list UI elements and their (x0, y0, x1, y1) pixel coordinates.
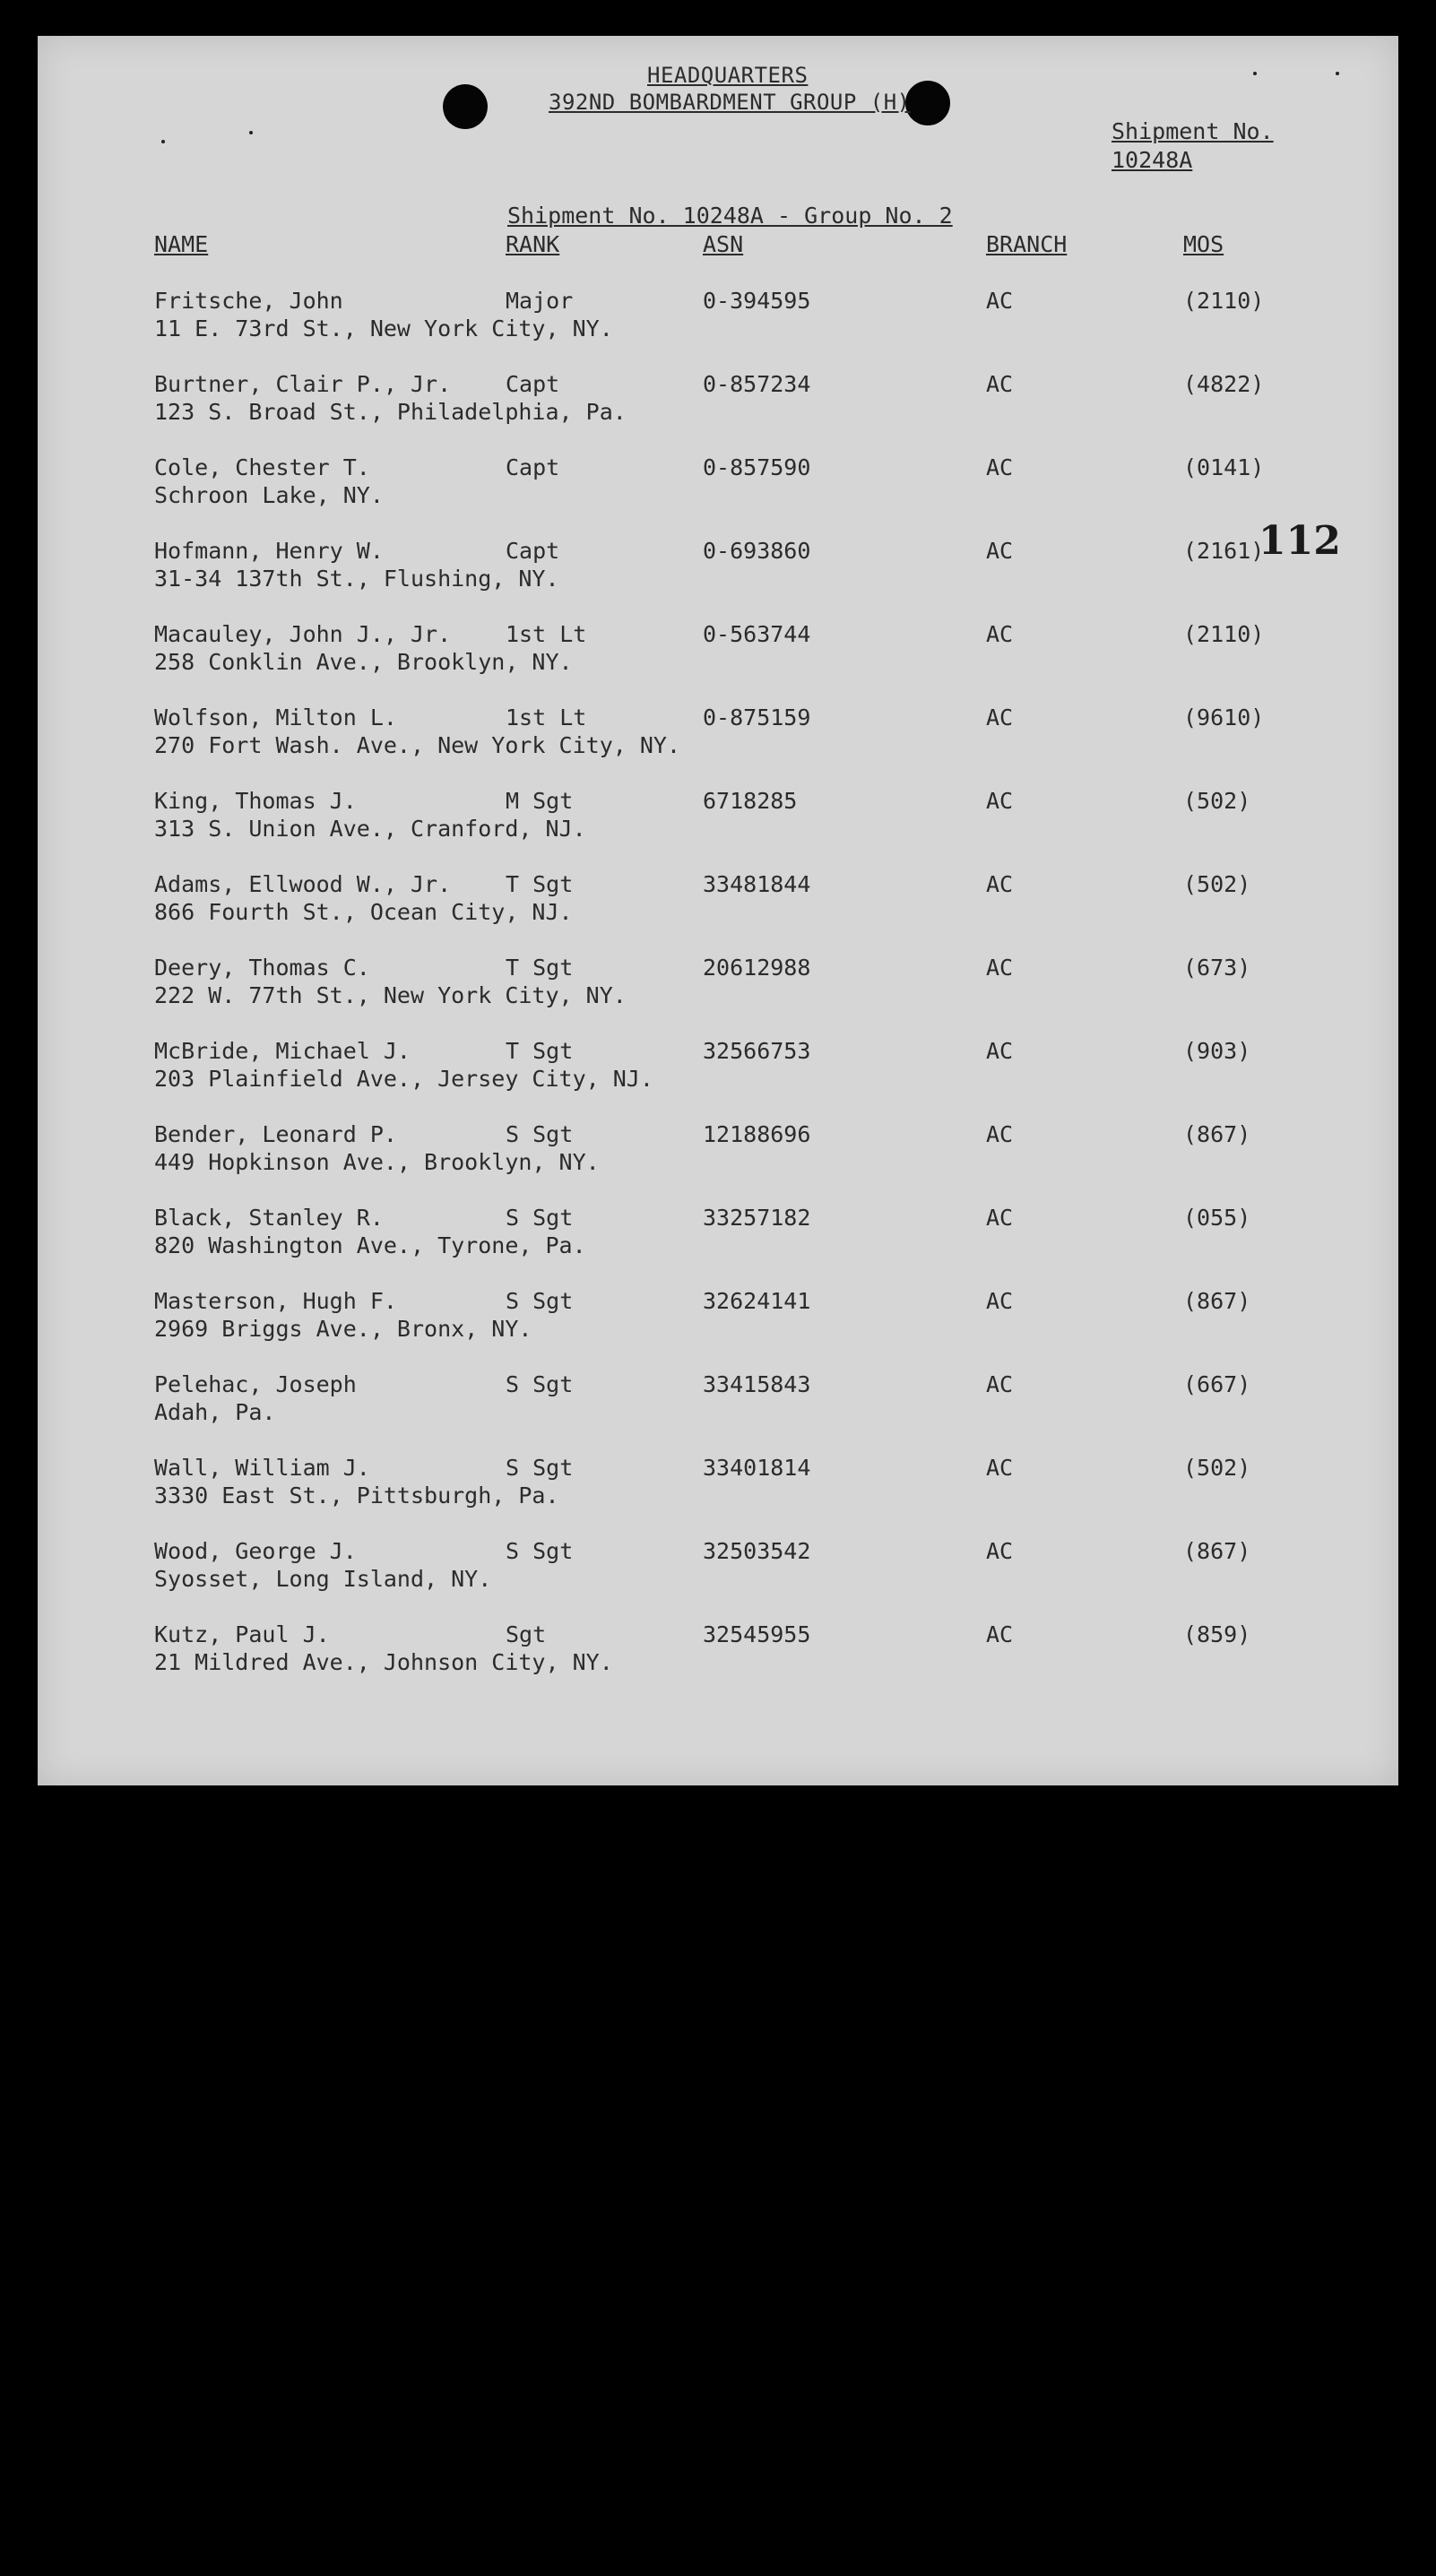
shipment-group-title: Shipment No. 10248A - Group No. 2 (507, 203, 953, 229)
roster-row (38, 1204, 1398, 1287)
person-asn: 0-693860 (703, 538, 811, 564)
headquarters-title: HEADQUARTERS (647, 63, 809, 88)
person-asn: 0-875159 (703, 705, 811, 730)
person-branch: AC (986, 1038, 1014, 1064)
person-mos: (867) (1183, 1288, 1251, 1314)
person-rank: 1st Lt (506, 621, 587, 647)
column-header-name: NAME (154, 231, 209, 257)
person-branch: AC (986, 1121, 1014, 1147)
person-rank: 1st Lt (506, 705, 587, 730)
person-name: Macauley, John J., Jr. (154, 621, 452, 647)
person-rank: S Sgt (506, 1121, 574, 1147)
person-branch: AC (986, 788, 1014, 814)
person-name: Adams, Ellwood W., Jr. (154, 871, 452, 897)
person-mos: (2110) (1183, 621, 1265, 647)
person-address: 11 E. 73rd St., New York City, NY. (154, 316, 613, 341)
group-title: 392ND BOMBARDMENT GROUP (H) (549, 90, 911, 115)
roster-row (38, 1370, 1398, 1454)
person-rank: T Sgt (506, 1038, 574, 1064)
person-name: Wall, William J. (154, 1455, 370, 1481)
person-address: 820 Washington Ave., Tyrone, Pa. (154, 1232, 586, 1258)
person-branch: AC (986, 871, 1014, 897)
punch-hole-right (905, 81, 950, 125)
person-rank: T Sgt (506, 871, 574, 897)
speck (249, 131, 253, 134)
person-mos: (0141) (1183, 454, 1265, 480)
person-mos: (9610) (1183, 705, 1265, 730)
person-address: Syosset, Long Island, NY. (154, 1566, 492, 1592)
roster-row (38, 1621, 1398, 1704)
person-asn: 0-394595 (703, 288, 811, 314)
person-branch: AC (986, 1621, 1014, 1647)
person-address: 270 Fort Wash. Ave., New York City, NY. (154, 732, 680, 758)
person-mos: (2110) (1183, 288, 1265, 314)
person-rank: Capt (506, 454, 560, 480)
person-branch: AC (986, 1371, 1014, 1397)
roster-row (38, 1037, 1398, 1120)
person-name: Wood, George J. (154, 1538, 357, 1564)
person-branch: AC (986, 371, 1014, 397)
person-address: Schroon Lake, NY. (154, 482, 384, 508)
person-mos: (667) (1183, 1371, 1251, 1397)
person-name: Bender, Leonard P. (154, 1121, 397, 1147)
person-asn: 32545955 (703, 1621, 811, 1647)
person-address: 222 W. 77th St., New York City, NY. (154, 982, 627, 1008)
person-asn: 6718285 (703, 788, 798, 814)
person-name: McBride, Michael J. (154, 1038, 411, 1064)
person-branch: AC (986, 454, 1014, 480)
roster-row (38, 287, 1398, 370)
roster-row (38, 370, 1398, 454)
person-address: 123 S. Broad St., Philadelphia, Pa. (154, 399, 627, 425)
roster-list (38, 287, 1398, 1704)
person-rank: S Sgt (506, 1455, 574, 1481)
roster-row (38, 870, 1398, 954)
person-asn: 0-857590 (703, 454, 811, 480)
person-rank: S Sgt (506, 1205, 574, 1231)
person-mos: (502) (1183, 871, 1251, 897)
person-name: Pelehac, Joseph (154, 1371, 357, 1397)
person-branch: AC (986, 1455, 1014, 1481)
person-asn: 33257182 (703, 1205, 811, 1231)
person-asn: 32503542 (703, 1538, 811, 1564)
roster-row (38, 537, 1398, 620)
person-rank: Sgt (506, 1621, 547, 1647)
person-address: 3330 East St., Pittsburgh, Pa. (154, 1482, 559, 1508)
person-branch: AC (986, 288, 1014, 314)
column-header-mos: MOS (1183, 231, 1224, 257)
person-asn: 12188696 (703, 1121, 811, 1147)
person-address: 203 Plainfield Ave., Jersey City, NJ. (154, 1066, 653, 1092)
person-rank: T Sgt (506, 955, 574, 981)
speck (1336, 72, 1339, 75)
roster-row (38, 1454, 1398, 1537)
person-rank: Capt (506, 538, 560, 564)
person-rank: S Sgt (506, 1288, 574, 1314)
person-name: Hofmann, Henry W. (154, 538, 384, 564)
person-mos: (867) (1183, 1538, 1251, 1564)
roster-row (38, 787, 1398, 870)
person-rank: S Sgt (506, 1538, 574, 1564)
roster-row (38, 1120, 1398, 1204)
shipment-number-label: Shipment No. (1112, 118, 1274, 144)
speck (161, 140, 165, 143)
person-asn: 33415843 (703, 1371, 811, 1397)
person-address: 21 Mildred Ave., Johnson City, NY. (154, 1649, 613, 1675)
roster-row (38, 620, 1398, 704)
person-rank: S Sgt (506, 1371, 574, 1397)
roster-row (38, 954, 1398, 1037)
column-header-asn: ASN (703, 231, 744, 257)
person-name: Fritsche, John (154, 288, 343, 314)
person-name: Deery, Thomas C. (154, 955, 370, 981)
punch-hole-left (443, 84, 488, 129)
person-name: Burtner, Clair P., Jr. (154, 371, 452, 397)
person-asn: 0-563744 (703, 621, 811, 647)
person-mos: (867) (1183, 1121, 1251, 1147)
person-asn: 20612988 (703, 955, 811, 981)
column-header-branch: BRANCH (986, 231, 1068, 257)
person-address: 866 Fourth St., Ocean City, NJ. (154, 899, 573, 925)
person-branch: AC (986, 1538, 1014, 1564)
column-header-rank: RANK (506, 231, 560, 257)
person-address: 313 S. Union Ave., Cranford, NJ. (154, 816, 586, 842)
roster-row (38, 704, 1398, 787)
person-branch: AC (986, 538, 1014, 564)
person-address: 258 Conklin Ave., Brooklyn, NY. (154, 649, 573, 675)
person-mos: (055) (1183, 1205, 1251, 1231)
person-mos: (502) (1183, 1455, 1251, 1481)
person-branch: AC (986, 955, 1014, 981)
person-asn: 33401814 (703, 1455, 811, 1481)
person-rank: Capt (506, 371, 560, 397)
person-name: Masterson, Hugh F. (154, 1288, 397, 1314)
speck (1253, 72, 1257, 75)
document-page (38, 36, 1398, 1785)
person-asn: 32624141 (703, 1288, 811, 1314)
person-name: Wolfson, Milton L. (154, 705, 397, 730)
person-rank: Major (506, 288, 574, 314)
person-asn: 0-857234 (703, 371, 811, 397)
person-address: 2969 Briggs Ave., Bronx, NY. (154, 1316, 532, 1342)
person-branch: AC (986, 1205, 1014, 1231)
person-address: 449 Hopkinson Ave., Brooklyn, NY. (154, 1149, 600, 1175)
person-branch: AC (986, 1288, 1014, 1314)
roster-row (38, 454, 1398, 537)
roster-row (38, 1537, 1398, 1621)
person-branch: AC (986, 621, 1014, 647)
person-mos: (859) (1183, 1621, 1251, 1647)
roster-row (38, 1287, 1398, 1370)
person-mos: (903) (1183, 1038, 1251, 1064)
person-name: Cole, Chester T. (154, 454, 370, 480)
person-name: King, Thomas J. (154, 788, 357, 814)
person-name: Black, Stanley R. (154, 1205, 384, 1231)
person-rank: M Sgt (506, 788, 574, 814)
person-mos: (2161) (1183, 538, 1265, 564)
person-branch: AC (986, 705, 1014, 730)
person-name: Kutz, Paul J. (154, 1621, 330, 1647)
person-mos: (4822) (1183, 371, 1265, 397)
person-address: 31-34 137th St., Flushing, NY. (154, 566, 559, 592)
person-asn: 32566753 (703, 1038, 811, 1064)
page-number-stamp: 112 (1259, 518, 1341, 564)
person-mos: (673) (1183, 955, 1251, 981)
person-address: Adah, Pa. (154, 1399, 276, 1425)
person-asn: 33481844 (703, 871, 811, 897)
person-mos: (502) (1183, 788, 1251, 814)
shipment-number-value: 10248A (1112, 147, 1193, 173)
